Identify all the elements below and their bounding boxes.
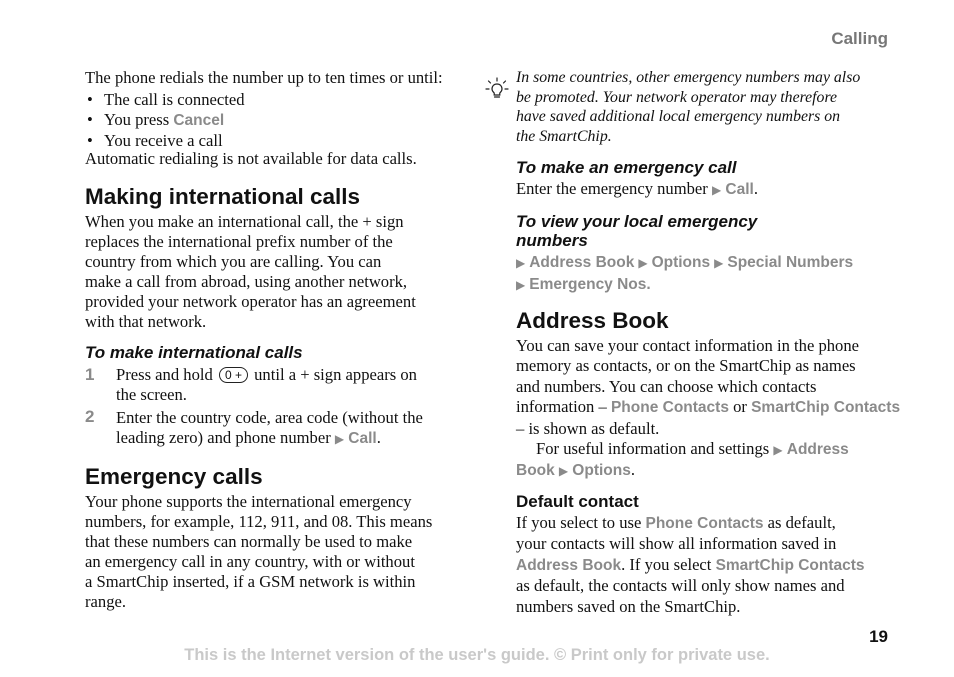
step-text: Press and hold xyxy=(116,365,213,384)
step-text: until a + sign appears on xyxy=(254,365,417,384)
option-address-book: Address Book xyxy=(516,556,622,574)
text-line: When you make an international call, the + sign xyxy=(85,212,404,231)
arrow-right-icon: ▶ xyxy=(714,256,724,270)
menu-item-address-book: Address Book xyxy=(529,254,635,271)
step-number-2: 2 xyxy=(85,407,95,426)
text-line: make a call from abroad, using another network, xyxy=(85,272,408,291)
text-line: You can save your contact information in the phone xyxy=(516,336,860,355)
arrow-right-icon: ▶ xyxy=(638,256,648,270)
footer-notice: This is the Internet version of the user's guide. © Print only for private use. xyxy=(184,646,770,664)
menu-item-options: Options xyxy=(572,462,631,480)
text-line: with that network. xyxy=(85,312,207,331)
text-fragment: . If you select xyxy=(621,554,712,574)
step-text: leading zero) and phone number xyxy=(116,428,331,447)
subheading-default-contact: Default contact xyxy=(516,492,639,511)
option-smartchip-contacts: SmartChip Contacts xyxy=(751,399,901,417)
heading-line: numbers xyxy=(516,231,588,250)
text-line: provided your network operator has an agreement xyxy=(85,292,416,311)
text-line: range. xyxy=(85,592,126,611)
text-line: an emergency call in any country, with or without xyxy=(85,552,415,571)
emergency-call-step: Enter the emergency number ▶ Call. xyxy=(516,179,758,198)
procedure-heading-emergency-call: To make an emergency call xyxy=(516,158,737,177)
step-text: Enter the country code, area code (without the xyxy=(116,408,423,427)
text-line: – is shown as default. xyxy=(516,418,660,438)
tip-text xyxy=(516,68,896,146)
text-line: the SmartChip. xyxy=(516,127,612,145)
step-1-text xyxy=(116,365,466,405)
option-smartchip-contacts: SmartChip Contacts xyxy=(715,556,865,574)
list-item xyxy=(85,110,465,131)
default-contact-paragraph xyxy=(516,513,906,617)
arrow-right-icon: ▶ xyxy=(773,443,783,458)
section-heading-address-book: Address Book xyxy=(516,308,669,333)
text-line: and numbers. You can choose which contacts xyxy=(516,376,817,396)
call-softkey-label: Call xyxy=(348,430,377,447)
text-fragment: or xyxy=(733,397,747,417)
text-fragment: information – xyxy=(516,397,607,417)
text-line: a SmartChip inserted, if a GSM network is within xyxy=(85,572,416,591)
option-phone-contacts: Phone Contacts xyxy=(610,399,729,417)
procedure-heading-local-emergency xyxy=(516,212,757,250)
list-item-text: You press xyxy=(104,110,170,129)
section-heading-emergency: Emergency calls xyxy=(85,464,263,489)
menu-item-options: Options xyxy=(651,254,711,271)
list-item xyxy=(85,131,465,151)
international-paragraph xyxy=(85,212,465,332)
no-redial-note: Automatic redialing is not available for data calls. xyxy=(85,149,417,168)
arrow-right-icon: ▶ xyxy=(711,183,722,197)
text-line: as default, the contacts will only show names and xyxy=(516,576,845,596)
text-line: In some countries, other emergency numbers may also xyxy=(516,69,861,86)
text-line: that these numbers can normally be used to make xyxy=(85,532,413,551)
address-book-paragraph: You can save your contact information in the phone memory as contacts, or on the SmartChip as names and numbers. You can choose which contacts information – Phone Contacts or SmartChip Contacts – is shown as default. For useful information and settings ▶ Address Book ▶ Options. xyxy=(516,336,906,482)
procedure-heading-international: To make international calls xyxy=(85,343,303,362)
menu-item-book: Book xyxy=(516,462,555,480)
list-item xyxy=(85,90,465,110)
emergency-paragraph xyxy=(85,492,465,612)
text-line: your contacts will show all information saved in xyxy=(516,534,837,554)
call-softkey-label: Call xyxy=(725,181,754,198)
section-heading-international: Making international calls xyxy=(85,184,361,209)
arrow-right-icon: ▶ xyxy=(516,256,526,270)
redial-bullet-list xyxy=(85,90,465,151)
menu-item-address: Address xyxy=(786,441,849,459)
step-text: the screen. xyxy=(116,385,187,404)
text-fragment: as default, xyxy=(767,513,836,532)
text-fragment: If you select to use xyxy=(516,513,642,532)
cancel-softkey-label: Cancel xyxy=(173,112,225,129)
text-line: replaces the international prefix number of the xyxy=(85,232,393,251)
list-item-text: You receive a call xyxy=(104,131,223,150)
heading-line: To view your local emergency xyxy=(516,212,758,231)
page-number: 19 xyxy=(869,627,888,646)
step-number-1: 1 xyxy=(85,365,95,384)
text-line: numbers, for example, 112, 911, and 08. This means xyxy=(85,512,433,531)
menu-item-special-numbers: Special Numbers xyxy=(727,254,854,271)
step-text: Enter the emergency number xyxy=(516,179,708,198)
text-line: be promoted. Your network operator may therefore xyxy=(516,88,838,106)
list-item-text: The call is connected xyxy=(104,90,245,109)
text-fragment: For useful information and settings xyxy=(536,439,770,459)
arrow-right-icon: ▶ xyxy=(516,278,526,292)
menu-item-emergency-nos: Emergency Nos. xyxy=(529,276,651,293)
lightbulb-tip-icon xyxy=(484,76,510,102)
arrow-right-icon: ▶ xyxy=(334,432,345,446)
option-phone-contacts: Phone Contacts xyxy=(645,515,764,532)
text-line: country from which you are calling. You can xyxy=(85,252,382,271)
running-header: Calling xyxy=(831,29,888,48)
text-line: have saved additional local emergency numbers on xyxy=(516,108,841,125)
step-2-text: Enter the country code, area code (without the leading zero) and phone number ▶ Call. xyxy=(116,408,466,449)
menu-path-special-numbers xyxy=(516,252,916,296)
text-line: numbers saved on the SmartChip. xyxy=(516,596,741,616)
text-line: memory as contacts, or on the SmartChip as names xyxy=(516,356,856,376)
text-line: Your phone supports the international emergency xyxy=(85,492,412,511)
arrow-right-icon: ▶ xyxy=(558,464,569,479)
zero-plus-key-icon: 0 + xyxy=(219,367,248,383)
redial-intro: The phone redials the number up to ten times or until: xyxy=(85,68,443,87)
